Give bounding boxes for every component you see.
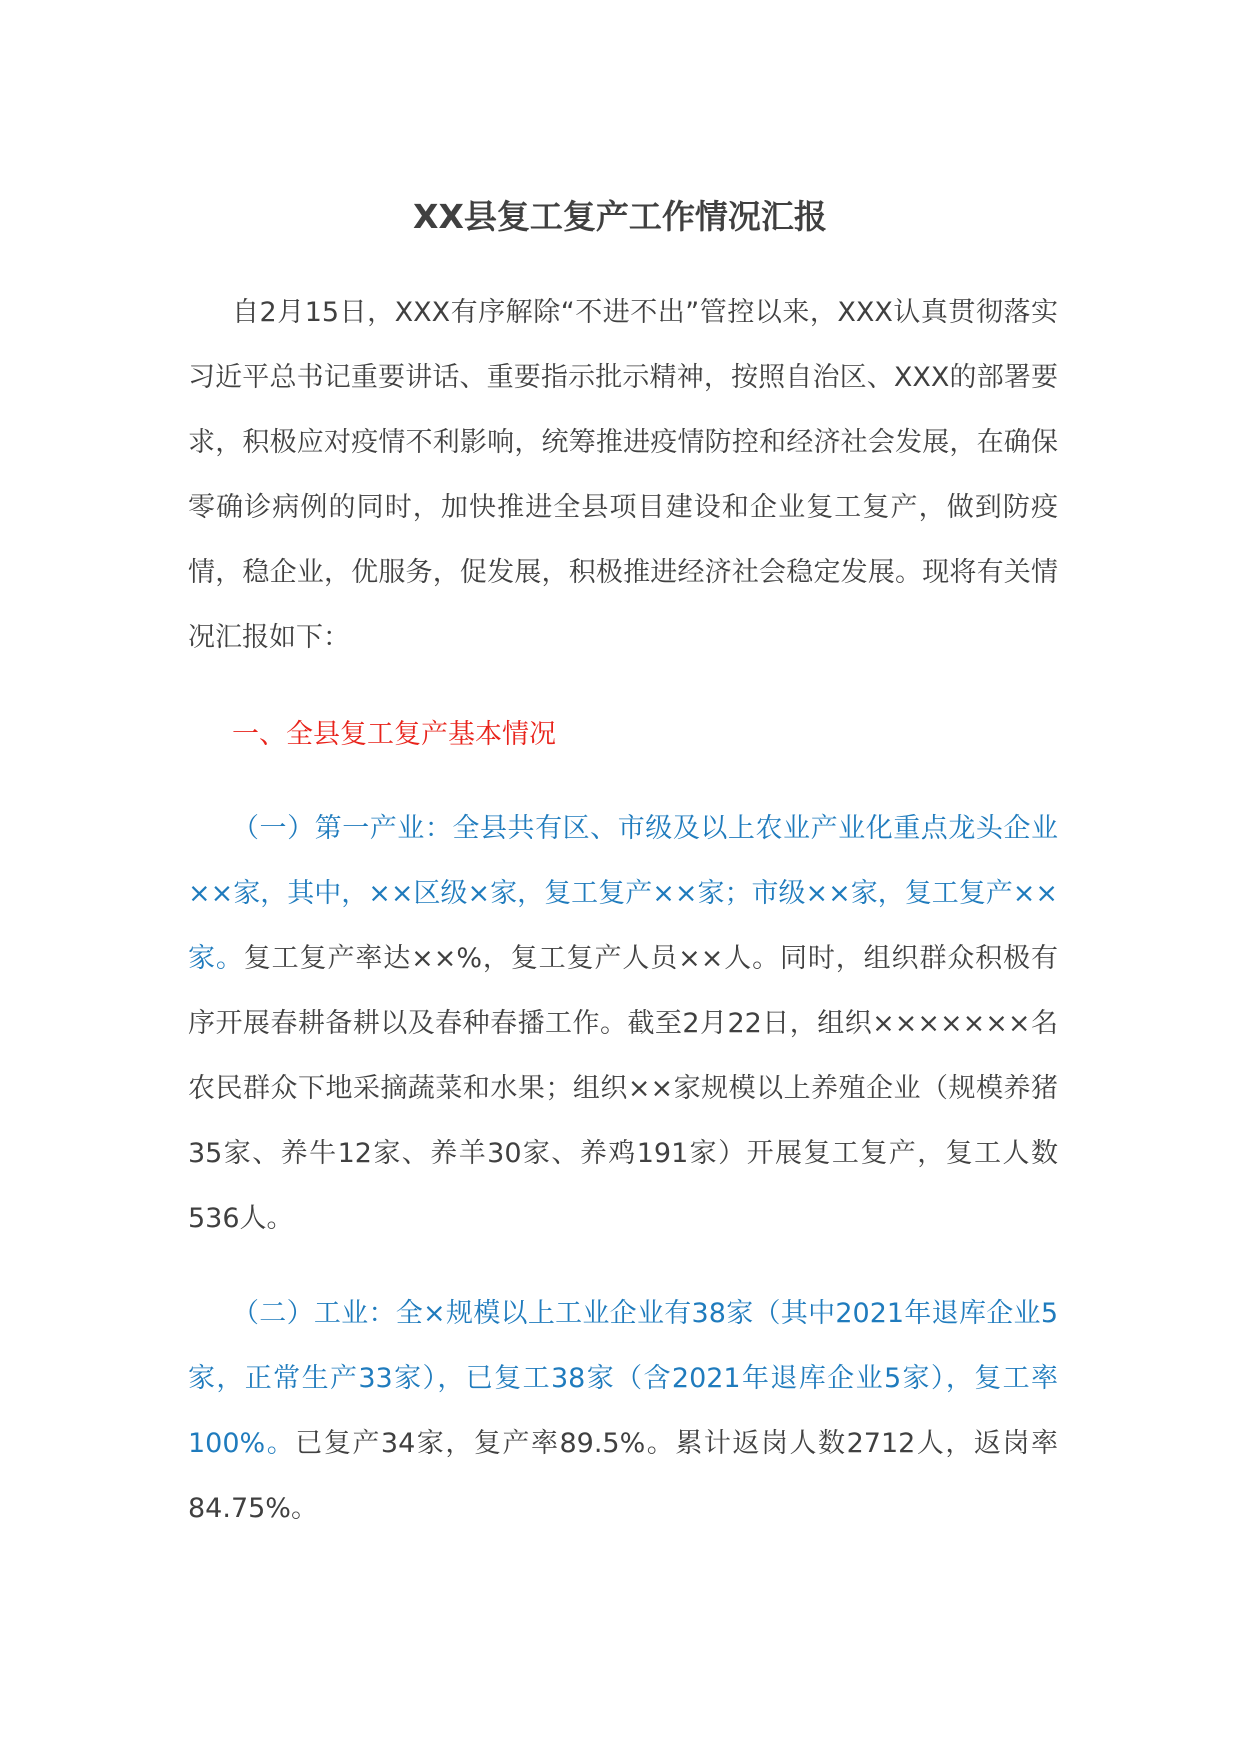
subsection-1-body: 复工复产率达××%，复工复产人员××人。同时，组织群众积极有序开展春耕备耕以及春种春播工作。截至2月22日，组织×××××××名农民群众下地采摘蔬菜和水果；组织××家规模以上养殖企业（规模养猪35家、养牛12家、养羊30家、养鸡191家）开展复工复产，复工人数536人。 bbox=[188, 943, 1058, 1234]
document-title: XX县复工复产工作情况汇报 bbox=[413, 197, 827, 236]
subsection-1-paragraph bbox=[188, 796, 1058, 1251]
section-heading-1: 一、全县复工复产基本情况 bbox=[232, 719, 556, 750]
subsection-2-body: 已复产34家，复产率89.5%。累计返岗人数2712人，返岗率84.75%。 bbox=[188, 1428, 1058, 1524]
subsection-1-highlight: （一）第一产业：全县共有区、市级及以上农业产业化重点龙头企业××家，其中，××区级×家，复工复产××家；市级××家，复工复产××家。 bbox=[188, 813, 1058, 974]
subsection-2-highlight: （二）工业：全×规模以上工业企业有38家（其中2021年退库企业5家，正常生产33家），已复工38家（含2021年退库企业5家），复工率100%。 bbox=[188, 1298, 1058, 1459]
subsection-2-paragraph bbox=[188, 1281, 1058, 1541]
intro-paragraph: 自2月15日，XXX有序解除“不进不出”管控以来，XXX认真贯彻落实习近平总书记重要讲话、重要指示批示精神，按照自治区、XXX的部署要求，积极应对疫情不利影响，统筹推进疫情防控和经济社会发展，在确保零确诊病例的同时，加快推进全县项目建设和企业复工复产，做到防疫情，稳企业，优服务，促发展，积极推进经济社会稳定发展。现将有关情况汇报如下： bbox=[188, 297, 1058, 653]
